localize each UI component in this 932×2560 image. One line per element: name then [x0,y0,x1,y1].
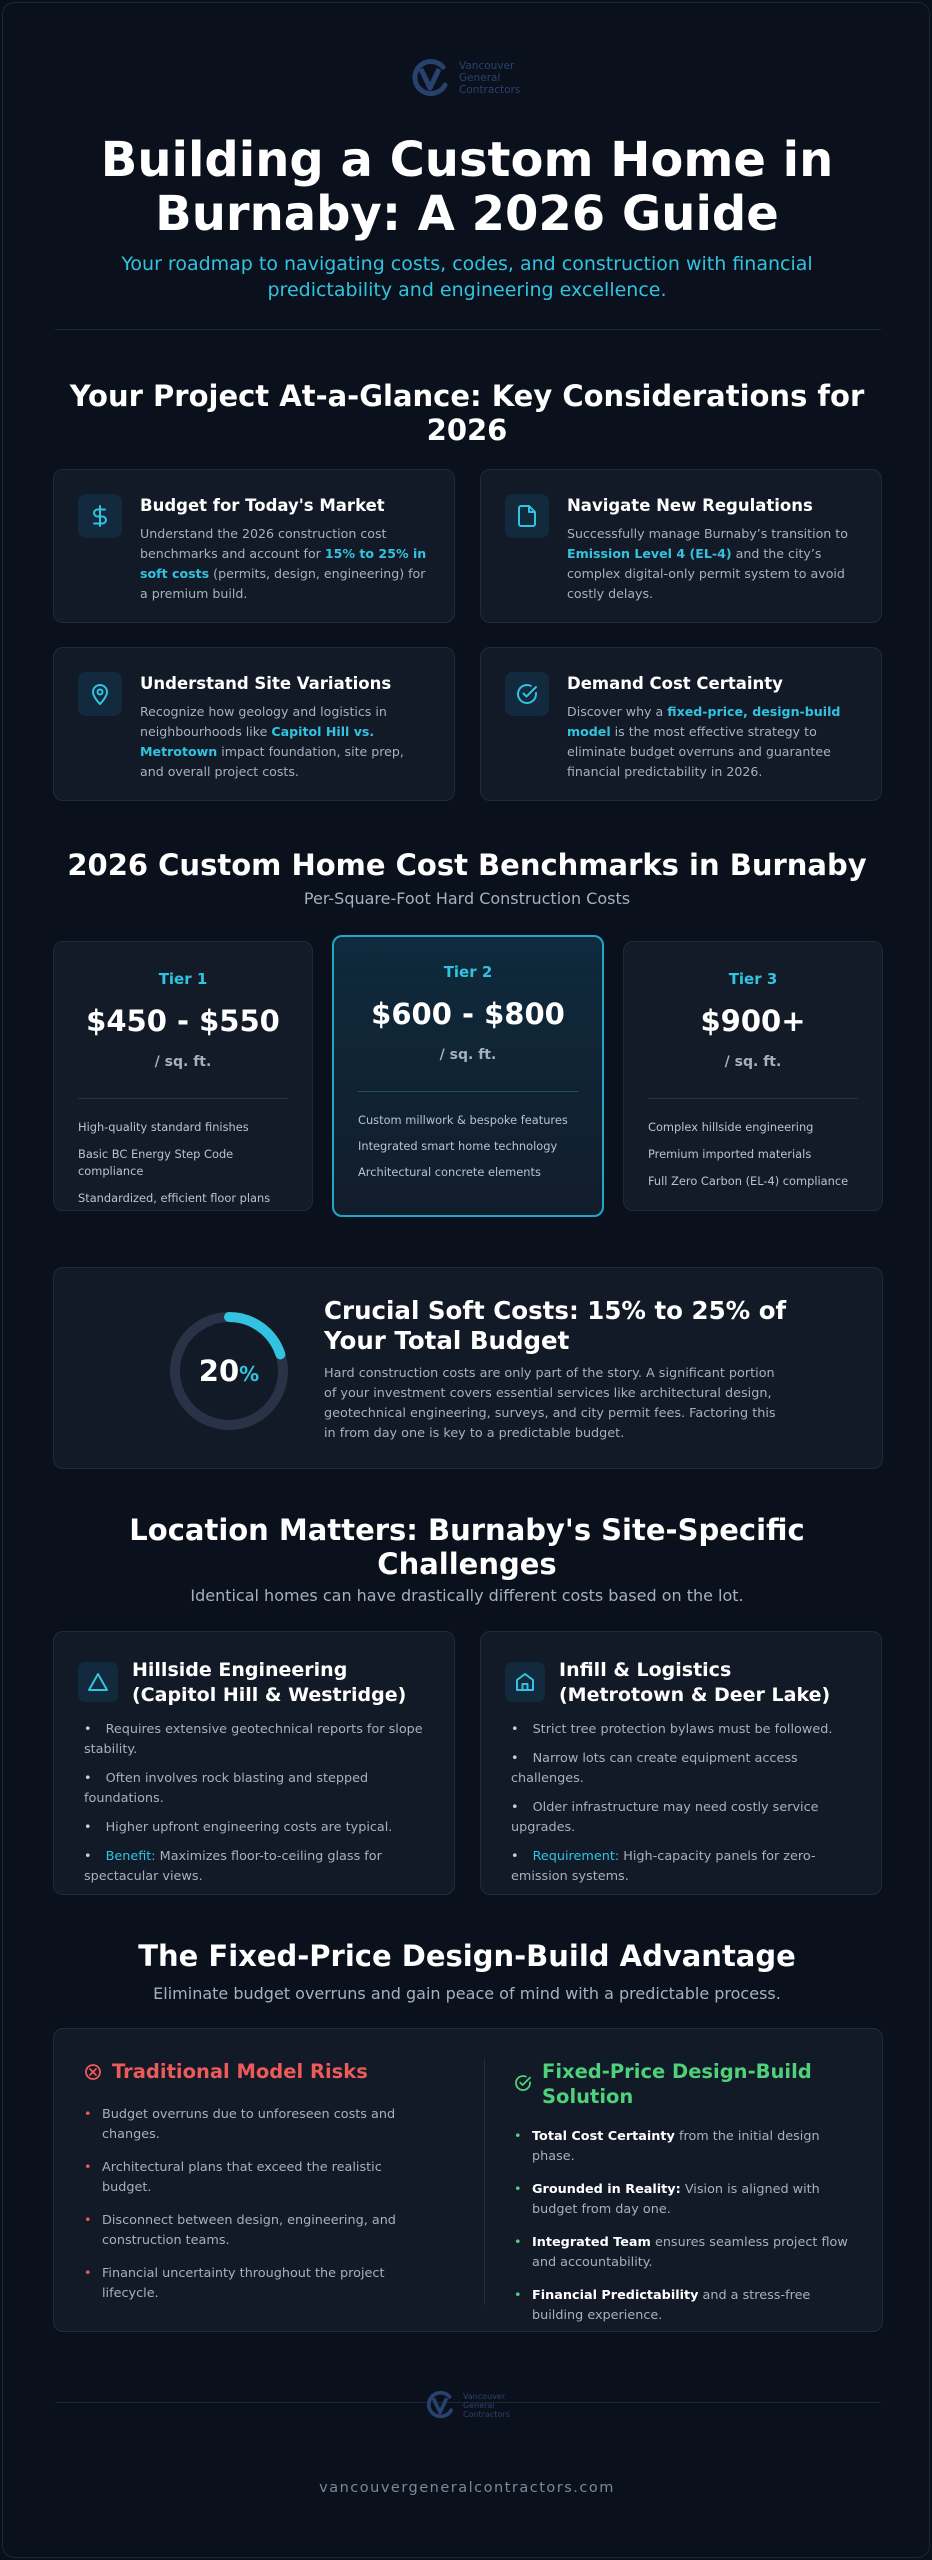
tier-name: Tier 3 [728,970,778,988]
location-card-title: Hillside Engineering (Capitol Hill & Westridge) [132,1659,407,1706]
header-divider [55,329,881,330]
tier-feature: High-quality standard finishes [78,1120,249,1134]
check-circle-icon [505,672,549,716]
vgc-logo-icon [423,2388,457,2422]
vgc-logo-icon [407,55,453,101]
traditional-list [84,2105,404,2317]
tier-price: $450 - $550 [86,1004,280,1038]
tier-divider [78,1098,288,1099]
list-item: • Disconnect between design, engineering, and construction teams. [84,2213,396,2248]
list-item: • Often involves rock blasting and stepped foundations. [84,1771,369,1806]
tier-feature: Architectural concrete elements [358,1165,541,1179]
gauge-value: 20% [198,1354,260,1388]
glance-card-text: Discover why a fixed-price, design-build model is the most effective strategy to eliminate budget overruns and guarantee financial predictability in 2026. [567,704,841,779]
tier-price: $600 - $800 [371,997,565,1031]
list-item: • Financial Predictability and a stress-free building experience. [514,2288,811,2323]
benchmarks-subheading: Per-Square-Foot Hard Construction Costs [303,889,631,908]
page-title: Building a Custom Home in Burnaby: A 2026 Guide [100,132,834,242]
check-circle-icon [514,2074,532,2092]
tier-divider [358,1091,578,1092]
soft-costs-card [53,1267,883,1469]
tier-card-2 [332,935,604,1217]
list-item: • Architectural plans that exceed the realistic budget. [84,2160,382,2195]
tier-feature: Complex hillside engineering [648,1120,814,1134]
soft-cost-gauge [164,1306,294,1436]
tier-unit: / sq. ft. [724,1054,782,1070]
comparison-divider [484,2059,485,2305]
glance-card-title: Understand Site Variations [140,674,392,693]
brand-logo [407,55,520,101]
location-subheading: Identical homes can have drastically different costs based on the lot. [190,1586,744,1605]
footer-logo [423,2388,510,2422]
logo-text: Vancouver General Contractors [459,60,521,96]
soft-costs-text: Hard construction costs are only part of the story. A significant portion of your investment covers essential services like architectural design, geotechnical engineering, surveys, and city permit fees. Factoring this in from day one is key to a predictable budget. [324,1366,776,1441]
tier-card-1 [53,941,313,1211]
glance-card-text: Successfully manage Burnaby’s transition to Emission Level 4 (EL-4) and the city’s complex digital-only permit system to avoid costly delays. [567,526,848,601]
glance-card-site [53,647,455,801]
location-card-hillside [53,1631,455,1895]
glance-card-text: Recognize how geology and logistics in neighbourhoods like Capitol Hill vs. Metrotown impact foundation, site prep, and overall project costs. [140,704,404,779]
tier-feature: Integrated smart home technology [358,1139,558,1153]
list-item: • Total Cost Certainty from the initial design phase. [514,2129,820,2164]
list-item: • Grounded in Reality: Vision is aligned with budget from day one. [514,2182,820,2217]
fixed-title: Fixed-Price Design-Build Solution [542,2060,812,2108]
list-item: • Requirement: High-capacity panels for zero-emission systems. [511,1849,816,1884]
glance-card-title: Budget for Today's Market [140,496,385,515]
list-item: • Integrated Team ensures seamless project flow and accountability. [514,2235,848,2270]
triangle-icon [78,1662,118,1702]
glance-card-title: Navigate New Regulations [567,496,813,515]
document-icon [505,494,549,538]
tier-feature: Custom millwork & bespoke features [358,1113,568,1127]
location-card-title: Infill & Logistics (Metrotown & Deer Lake) [559,1659,831,1706]
list-item: • Financial uncertainty throughout the project lifecycle. [84,2266,385,2301]
list-item: • Benefit: Maximizes floor-to-ceiling glass for spectacular views. [84,1849,382,1884]
advantage-heading: The Fixed-Price Design-Build Advantage [138,1939,796,1973]
list-item: • Strict tree protection bylaws must be followed. [511,1722,833,1737]
tier-unit: / sq. ft. [439,1047,497,1063]
list-item: • Budget overruns due to unforeseen costs and changes. [84,2107,396,2142]
glance-card-regulations [480,469,882,623]
home-icon [505,1662,545,1702]
infographic-page [2,2,930,2558]
fixed-list [514,2127,854,2339]
benchmarks-heading: 2026 Custom Home Cost Benchmarks in Burnaby [67,848,867,882]
tier-divider [648,1098,858,1099]
glance-card-title: Demand Cost Certainty [567,674,783,693]
traditional-title: Traditional Model Risks [112,2060,368,2083]
list-item: • Narrow lots can create equipment access challenges. [511,1751,798,1786]
list-item: • Higher upfront engineering costs are typical. [84,1820,393,1835]
tier-feature: Basic BC Energy Step Code compliance [78,1147,234,1178]
location-list [511,1720,861,1896]
x-circle-icon [84,2063,102,2081]
soft-costs-title: Crucial Soft Costs: 15% to 25% of Your Total Budget [324,1296,787,1355]
page-subtitle: Your roadmap to navigating costs, codes, and construction with financial predictability and engineering excellence. [121,253,813,301]
tier-card-3 [623,941,883,1211]
location-list [84,1720,434,1896]
tier-feature: Full Zero Carbon (EL-4) compliance [648,1174,849,1188]
footer-website-link[interactable]: vancouvergeneralcontractors.com [319,2480,615,2496]
glance-heading: Your Project At-a-Glance: Key Considerations for 2026 [69,379,865,447]
tier-name: Tier 2 [443,963,493,981]
advantage-subheading: Eliminate budget overruns and gain peace of mind with a predictable process. [153,1984,781,2003]
dollar-icon [78,494,122,538]
comparison-card [53,2028,883,2332]
glance-card-certainty [480,647,882,801]
glance-card-text: Understand the 2026 construction cost benchmarks and account for 15% to 25% in soft costs (permits, design, engineering) for a premium build. [140,526,427,601]
logo-text: Vancouver General Contractors [463,2391,510,2419]
tier-feature: Standardized, efficient floor plans [78,1191,271,1205]
tier-unit: / sq. ft. [154,1054,212,1070]
list-item: • Requires extensive geotechnical reports for slope stability. [84,1722,423,1757]
location-heading: Location Matters: Burnaby's Site-Specific Challenges [129,1513,805,1581]
list-item: • Older infrastructure may need costly service upgrades. [511,1800,819,1835]
tier-name: Tier 1 [158,970,208,988]
glance-card-budget [53,469,455,623]
map-pin-icon [78,672,122,716]
tier-feature: Premium imported materials [648,1147,812,1161]
tier-price: $900+ [700,1004,806,1038]
location-card-infill [480,1631,882,1895]
